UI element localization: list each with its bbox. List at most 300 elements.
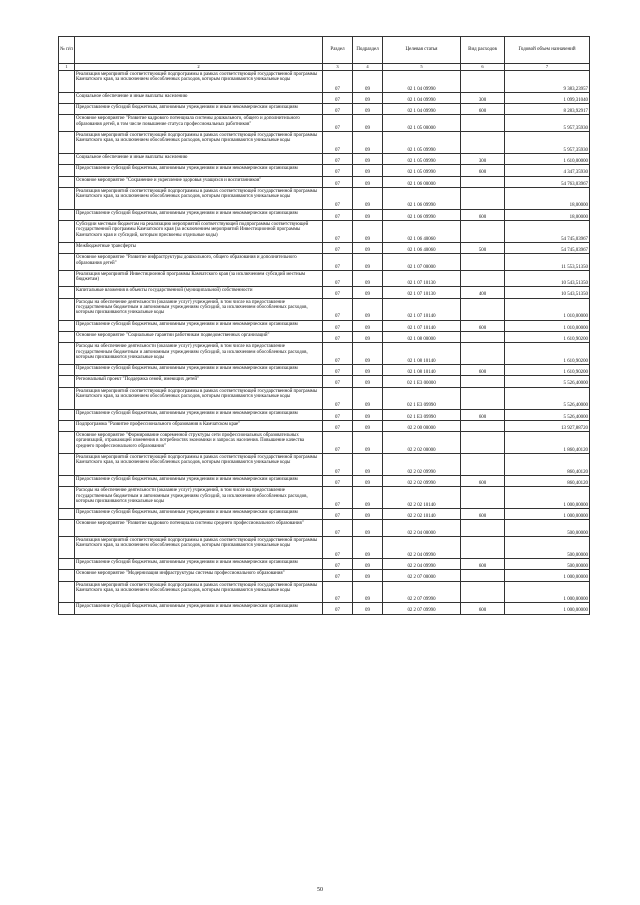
row-subsection-cell: 09 — [353, 115, 383, 132]
row-name-cell: Предоставление субсидий бюджетным, автономным учреждениям и иным некоммерческим организациям — [75, 409, 323, 420]
row-name-cell: Предоставление субсидий бюджетным, автономным учреждениям и иным некоммерческим организациям — [75, 104, 323, 115]
row-subsection-cell: 09 — [353, 509, 383, 520]
row-expense-type-cell — [461, 221, 505, 243]
row-target-cell: 02 2 07 09990 — [383, 603, 461, 614]
table-row — [59, 115, 590, 132]
row-amount-cell: 18,00000 — [505, 209, 590, 220]
row-target-cell: 02 1 05 09990 — [383, 165, 461, 176]
row-subsection-cell: 09 — [353, 287, 383, 298]
row-target-cell: 02 1 E3 09990 — [383, 409, 461, 420]
row-target-cell: 02 1 04 09990 — [383, 92, 461, 103]
row-target-cell: 02 1 06 00000 — [383, 176, 461, 187]
row-amount-cell: 860,40120 — [505, 475, 590, 486]
row-num-cell — [59, 603, 75, 614]
row-num-cell — [59, 475, 75, 486]
row-num-cell — [59, 520, 75, 537]
row-subsection-cell: 09 — [353, 165, 383, 176]
row-subsection-cell: 09 — [353, 254, 383, 271]
row-amount-cell: 1 000,00000 — [505, 509, 590, 520]
row-name-cell: Основное мероприятие "Формирование современной структуры сети профессиональных образовательных организаций, отражающей изменения в потребностях экономики и запросах населения. Повышение качества среднего профессионального образования" — [75, 432, 323, 454]
row-target-cell: 02 1 08 10140 — [383, 343, 461, 365]
row-name-cell: Основное мероприятие "Сохранение и укрепление здоровья учащихся и воспитанников" — [75, 176, 323, 187]
table-row — [59, 209, 590, 220]
row-num-cell — [59, 209, 75, 220]
row-amount-cell: 10 543,51350 — [505, 287, 590, 298]
row-subsection-cell: 09 — [353, 432, 383, 454]
table-row — [59, 71, 590, 93]
row-target-cell: 02 2 02 10140 — [383, 487, 461, 509]
row-subsection-cell: 09 — [353, 132, 383, 154]
row-section-cell: 07 — [323, 520, 353, 537]
row-target-cell: 02 1 07 10140 — [383, 298, 461, 320]
row-target-cell: 02 1 08 10140 — [383, 365, 461, 376]
header-num: № п/п — [59, 37, 75, 64]
row-num-cell — [59, 298, 75, 320]
column-number: 5 — [383, 64, 461, 71]
row-num-cell — [59, 176, 75, 187]
row-target-cell: 02 1 07 10130 — [383, 270, 461, 287]
row-target-cell: 02 1 05 00000 — [383, 115, 461, 132]
row-name-cell: Основное мероприятие "Социальные гарантии работникам подведомственных организаций" — [75, 331, 323, 342]
row-name-cell: Реализация мероприятий соответствующей подпрограммы в рамках соответствующей государственной программы Камчатского края, за исключением обособленных расходов, которым присваиваются уникальные коды — [75, 187, 323, 209]
row-target-cell: 02 2 07 09990 — [383, 581, 461, 603]
row-name-cell: Предоставление субсидий бюджетным, автономным учреждениям и иным некоммерческим организациям — [75, 509, 323, 520]
row-num-cell — [59, 581, 75, 603]
row-expense-type-cell — [461, 581, 505, 603]
row-num-cell — [59, 509, 75, 520]
row-expense-type-cell: 600 — [461, 475, 505, 486]
row-expense-type-cell: 400 — [461, 287, 505, 298]
row-subsection-cell: 09 — [353, 475, 383, 486]
row-num-cell — [59, 331, 75, 342]
row-name-cell: Реализация мероприятий соответствующей подпрограммы в рамках соответствующей государственной программы Камчатского края, за исключением обособленных расходов, которым присваиваются уникальные коды — [75, 71, 323, 93]
row-subsection-cell: 09 — [353, 221, 383, 243]
row-expense-type-cell: 600 — [461, 365, 505, 376]
row-name-cell: Социальное обеспечение и иные выплаты населению — [75, 153, 323, 164]
row-amount-cell: 5 526,40000 — [505, 376, 590, 387]
row-name-cell: Предоставление субсидий бюджетным, автономным учреждениям и иным некоммерческим организациям — [75, 165, 323, 176]
row-target-cell: 02 1 07 00000 — [383, 254, 461, 271]
row-section-cell: 07 — [323, 165, 353, 176]
row-section-cell: 07 — [323, 432, 353, 454]
row-target-cell: 02 1 06 40060 — [383, 221, 461, 243]
row-expense-type-cell: 600 — [461, 320, 505, 331]
row-expense-type-cell — [461, 420, 505, 431]
row-expense-type-cell: 300 — [461, 153, 505, 164]
row-amount-cell: 1 000,00000 — [505, 603, 590, 614]
table-row — [59, 298, 590, 320]
row-expense-type-cell — [461, 520, 505, 537]
row-subsection-cell: 09 — [353, 242, 383, 253]
table-row — [59, 420, 590, 431]
row-num-cell — [59, 221, 75, 243]
row-num-cell — [59, 558, 75, 569]
table-row — [59, 320, 590, 331]
row-section-cell: 07 — [323, 537, 353, 559]
row-section-cell: 07 — [323, 387, 353, 409]
row-amount-cell: 11 553,51350 — [505, 254, 590, 271]
table-row — [59, 153, 590, 164]
row-name-cell: Социальное обеспечение и иные выплаты населению — [75, 92, 323, 103]
row-name-cell: Субсидии местным бюджетам на реализацию мероприятий соответствующей подпрограммы соответствующей государственной программы Камчатского края (за исключением мероприятий Инвестиционной программы Камчатского края и субсидий, которым присвоены отдельные коды) — [75, 221, 323, 243]
table-row — [59, 570, 590, 581]
row-expense-type-cell — [461, 270, 505, 287]
row-amount-cell: 5 957,35930 — [505, 115, 590, 132]
row-num-cell — [59, 187, 75, 209]
row-subsection-cell: 09 — [353, 298, 383, 320]
row-section-cell: 07 — [323, 409, 353, 420]
row-subsection-cell: 09 — [353, 387, 383, 409]
row-num-cell — [59, 71, 75, 93]
row-name-cell: Реализация мероприятий соответствующей подпрограммы в рамках соответствующей государственной программы Камчатского края, за исключением обособленных расходов, которым присваиваются уникальные коды — [75, 537, 323, 559]
row-subsection-cell: 09 — [353, 270, 383, 287]
column-number: 2 — [75, 64, 323, 71]
row-target-cell: 02 2 02 09990 — [383, 454, 461, 476]
header-subsection: Подраздел — [353, 37, 383, 64]
table-row — [59, 454, 590, 476]
row-section-cell: 07 — [323, 209, 353, 220]
row-section-cell: 07 — [323, 320, 353, 331]
row-section-cell: 07 — [323, 454, 353, 476]
row-subsection-cell: 09 — [353, 153, 383, 164]
row-name-cell: Реализация мероприятий соответствующей подпрограммы в рамках соответствующей государственной программы Камчатского края, за исключением обособленных расходов, которым присваиваются уникальные коды — [75, 132, 323, 154]
row-name-cell: Предоставление субсидий бюджетным, автономным учреждениям и иным некоммерческим организациям — [75, 475, 323, 486]
row-subsection-cell: 09 — [353, 454, 383, 476]
row-target-cell: 02 1 07 10130 — [383, 287, 461, 298]
row-target-cell: 02 1 08 00000 — [383, 331, 461, 342]
row-target-cell: 02 2 02 09990 — [383, 475, 461, 486]
row-subsection-cell: 09 — [353, 320, 383, 331]
budget-table — [58, 36, 590, 615]
row-amount-cell: 8 283,92917 — [505, 104, 590, 115]
row-section-cell: 07 — [323, 487, 353, 509]
row-num-cell — [59, 287, 75, 298]
row-subsection-cell: 09 — [353, 420, 383, 431]
row-target-cell: 02 1 05 09990 — [383, 153, 461, 164]
row-target-cell: 02 1 07 10140 — [383, 320, 461, 331]
row-target-cell: 02 1 04 09990 — [383, 104, 461, 115]
row-num-cell — [59, 165, 75, 176]
row-amount-cell: 1 860,40120 — [505, 432, 590, 454]
row-name-cell: Реализация мероприятий соответствующей подпрограммы в рамках соответствующей государственной программы Камчатского края, за исключением обособленных расходов, которым присваиваются уникальные коды — [75, 454, 323, 476]
row-target-cell: 02 2 00 00000 — [383, 420, 461, 431]
table-row — [59, 603, 590, 614]
row-name-cell: Расходы на обеспечение деятельности (оказание услуг) учреждений, в том числе на предоставление государственным бюджетным и автономным учреждениям субсидий, за исключением обособленных расходов, которым присваиваются уникальные коды — [75, 487, 323, 509]
row-name-cell: Предоставление субсидий бюджетным, автономным учреждениям и иным некоммерческим организациям — [75, 209, 323, 220]
row-section-cell: 07 — [323, 254, 353, 271]
row-subsection-cell: 09 — [353, 487, 383, 509]
table-header-row — [59, 37, 590, 64]
row-section-cell: 07 — [323, 558, 353, 569]
row-expense-type-cell — [461, 298, 505, 320]
row-amount-cell: 1 610,90200 — [505, 343, 590, 365]
table-row — [59, 242, 590, 253]
row-num-cell — [59, 132, 75, 154]
row-expense-type-cell: 600 — [461, 558, 505, 569]
row-amount-cell: 5 526,40000 — [505, 387, 590, 409]
row-expense-type-cell — [461, 570, 505, 581]
table-row — [59, 287, 590, 298]
row-amount-cell: 4 347,35930 — [505, 165, 590, 176]
row-section-cell: 07 — [323, 287, 353, 298]
table-row — [59, 475, 590, 486]
row-name-cell: Капитальные вложения в объекты государственной (муниципальной) собственности — [75, 287, 323, 298]
row-section-cell: 07 — [323, 176, 353, 187]
row-section-cell: 07 — [323, 343, 353, 365]
row-amount-cell: 1 010,00000 — [505, 320, 590, 331]
row-amount-cell: 860,40120 — [505, 454, 590, 476]
row-amount-cell: 10 543,51350 — [505, 270, 590, 287]
row-target-cell: 02 2 02 00000 — [383, 432, 461, 454]
row-name-cell: Реализация мероприятий соответствующей подпрограммы в рамках соответствующей государственной программы Камчатского края, за исключением обособленных расходов, которым присваиваются уникальные коды — [75, 581, 323, 603]
row-expense-type-cell — [461, 187, 505, 209]
row-subsection-cell: 09 — [353, 104, 383, 115]
table-row — [59, 365, 590, 376]
table-row — [59, 432, 590, 454]
column-number-row — [59, 64, 590, 71]
row-num-cell — [59, 537, 75, 559]
row-expense-type-cell — [461, 176, 505, 187]
row-amount-cell: 1 000,00000 — [505, 487, 590, 509]
header-name — [75, 37, 323, 64]
row-target-cell: 02 2 04 09990 — [383, 537, 461, 559]
row-num-cell — [59, 270, 75, 287]
column-number: 6 — [461, 64, 505, 71]
row-section-cell: 07 — [323, 570, 353, 581]
table-row — [59, 165, 590, 176]
row-num-cell — [59, 104, 75, 115]
header-section: Раздел — [323, 37, 353, 64]
table-row — [59, 376, 590, 387]
row-name-cell: Предоставление субсидий бюджетным, автономным учреждениям и иным некоммерческим организациям — [75, 558, 323, 569]
table-row — [59, 409, 590, 420]
row-num-cell — [59, 432, 75, 454]
row-name-cell: Основное мероприятие "Развитие инфраструктуры дошкольного, общего образования и дополнительного образования детей" — [75, 254, 323, 271]
row-num-cell — [59, 387, 75, 409]
row-section-cell: 07 — [323, 71, 353, 93]
row-num-cell — [59, 92, 75, 103]
row-name-cell: Предоставление субсидий бюджетным, автономным учреждениям и иным некоммерческим организациям — [75, 603, 323, 614]
table-row — [59, 176, 590, 187]
row-section-cell: 07 — [323, 132, 353, 154]
row-section-cell: 07 — [323, 603, 353, 614]
row-section-cell: 07 — [323, 242, 353, 253]
row-subsection-cell: 09 — [353, 176, 383, 187]
row-name-cell: Расходы на обеспечение деятельности (оказание услуг) учреждений, в том числе на предоставление государственным бюджетным и автономным учреждениям субсидий, за исключением обособленных расходов, которым присваиваются уникальные коды — [75, 343, 323, 365]
row-amount-cell: 500,00000 — [505, 520, 590, 537]
row-section-cell: 07 — [323, 475, 353, 486]
row-name-cell: Предоставление субсидий бюджетным, автономным учреждениям и иным некоммерческим организациям — [75, 365, 323, 376]
row-section-cell: 07 — [323, 509, 353, 520]
row-amount-cell: 1 610,00000 — [505, 153, 590, 164]
row-subsection-cell: 09 — [353, 520, 383, 537]
row-amount-cell: 500,00000 — [505, 537, 590, 559]
header-expense-type: Вид расходов — [461, 37, 505, 64]
row-section-cell: 07 — [323, 331, 353, 342]
row-name-cell: Основное мероприятие "Модернизация инфраструктуры системы профессионального образования" — [75, 570, 323, 581]
row-subsection-cell: 09 — [353, 92, 383, 103]
row-subsection-cell: 09 — [353, 187, 383, 209]
row-num-cell — [59, 454, 75, 476]
budget-table-sheet — [58, 36, 589, 615]
row-target-cell: 02 1 06 09990 — [383, 187, 461, 209]
row-target-cell: 02 2 07 00000 — [383, 570, 461, 581]
row-target-cell: 02 1 E3 09990 — [383, 387, 461, 409]
header-amount: Годовой объем назначений — [505, 37, 590, 64]
row-num-cell — [59, 409, 75, 420]
column-number: 1 — [59, 64, 75, 71]
table-row — [59, 92, 590, 103]
table-row — [59, 254, 590, 271]
row-amount-cell: 1 010,00000 — [505, 298, 590, 320]
row-expense-type-cell — [461, 376, 505, 387]
row-expense-type-cell — [461, 454, 505, 476]
row-name-cell: Реализация мероприятий соответствующей подпрограммы в рамках соответствующей государственной программы Камчатского края, за исключением обособленных расходов, которым присваиваются уникальные коды — [75, 387, 323, 409]
row-subsection-cell: 09 — [353, 409, 383, 420]
row-expense-type-cell — [461, 71, 505, 93]
row-expense-type-cell — [461, 343, 505, 365]
table-row — [59, 331, 590, 342]
row-expense-type-cell: 600 — [461, 509, 505, 520]
row-amount-cell: 54 745,03967 — [505, 221, 590, 243]
row-amount-cell: 5 526,40000 — [505, 409, 590, 420]
row-expense-type-cell: 600 — [461, 209, 505, 220]
table-row — [59, 509, 590, 520]
row-target-cell: 02 2 04 09990 — [383, 558, 461, 569]
row-name-cell: Межбюджетные трансферты — [75, 242, 323, 253]
row-expense-type-cell — [461, 132, 505, 154]
column-number: 4 — [353, 64, 383, 71]
row-section-cell: 07 — [323, 104, 353, 115]
row-section-cell: 07 — [323, 420, 353, 431]
row-name-cell: Реализация мероприятий Инвестиционной программы Камчатского края (за исключением субсидий местным бюджетам) — [75, 270, 323, 287]
row-name-cell: Основное мероприятие "Развитие кадрового потенциала системы дошкольного, общего и дополнительного образования детей, в том числе повышение статуса профессиональных работников" — [75, 115, 323, 132]
table-row — [59, 558, 590, 569]
row-name-cell: Региональный проект "Поддержка семей, имеющих детей" — [75, 376, 323, 387]
row-section-cell: 07 — [323, 298, 353, 320]
row-subsection-cell: 09 — [353, 331, 383, 342]
row-num-cell — [59, 153, 75, 164]
table-row — [59, 132, 590, 154]
row-expense-type-cell: 300 — [461, 92, 505, 103]
row-amount-cell: 5 957,35930 — [505, 132, 590, 154]
row-expense-type-cell: 600 — [461, 104, 505, 115]
row-section-cell: 07 — [323, 270, 353, 287]
row-subsection-cell: 09 — [353, 71, 383, 93]
row-subsection-cell: 09 — [353, 365, 383, 376]
row-target-cell: 02 1 E3 00000 — [383, 376, 461, 387]
row-name-cell: Подпрограмма "Развитие профессионального образования в Камчатском крае" — [75, 420, 323, 431]
row-name-cell: Предоставление субсидий бюджетным, автономным учреждениям и иным некоммерческим организациям — [75, 320, 323, 331]
row-amount-cell: 500,00000 — [505, 558, 590, 569]
row-expense-type-cell — [461, 387, 505, 409]
column-number: 3 — [323, 64, 353, 71]
row-expense-type-cell — [461, 331, 505, 342]
row-num-cell — [59, 242, 75, 253]
row-target-cell: 02 2 04 00000 — [383, 520, 461, 537]
row-num-cell — [59, 420, 75, 431]
row-expense-type-cell — [461, 432, 505, 454]
row-expense-type-cell: 500 — [461, 242, 505, 253]
row-subsection-cell: 09 — [353, 537, 383, 559]
row-section-cell: 07 — [323, 153, 353, 164]
row-num-cell — [59, 343, 75, 365]
row-subsection-cell: 09 — [353, 581, 383, 603]
row-section-cell: 07 — [323, 187, 353, 209]
row-target-cell: 02 2 02 10140 — [383, 509, 461, 520]
row-target-cell: 02 1 06 09990 — [383, 209, 461, 220]
row-subsection-cell: 09 — [353, 603, 383, 614]
row-target-cell: 02 1 04 09990 — [383, 71, 461, 93]
row-num-cell — [59, 487, 75, 509]
row-expense-type-cell — [461, 254, 505, 271]
row-amount-cell: 54 763,03967 — [505, 176, 590, 187]
row-section-cell: 07 — [323, 115, 353, 132]
row-subsection-cell: 09 — [353, 209, 383, 220]
row-amount-cell: 9 383,23957 — [505, 71, 590, 93]
row-section-cell: 07 — [323, 376, 353, 387]
row-amount-cell: 18,00000 — [505, 187, 590, 209]
row-amount-cell: 1 610,90200 — [505, 365, 590, 376]
table-row — [59, 270, 590, 287]
row-amount-cell: 1 099,31040 — [505, 92, 590, 103]
row-amount-cell: 13 927,88720 — [505, 420, 590, 431]
table-row — [59, 104, 590, 115]
table-row — [59, 387, 590, 409]
row-expense-type-cell: 600 — [461, 603, 505, 614]
table-body — [59, 71, 590, 615]
row-section-cell: 07 — [323, 581, 353, 603]
table-row — [59, 520, 590, 537]
table-row — [59, 187, 590, 209]
row-num-cell — [59, 320, 75, 331]
row-num-cell — [59, 376, 75, 387]
row-name-cell: Расходы на обеспечение деятельности (оказание услуг) учреждений, в том числе на предоставление государственным бюджетным и автономным учреждениям субсидий, за исключением обособленных расходов, которым присваиваются уникальные коды — [75, 298, 323, 320]
table-row — [59, 581, 590, 603]
table-row — [59, 221, 590, 243]
row-amount-cell: 1 610,90200 — [505, 331, 590, 342]
row-subsection-cell: 09 — [353, 376, 383, 387]
table-row — [59, 487, 590, 509]
row-expense-type-cell — [461, 115, 505, 132]
row-name-cell: Основное мероприятие "Развитие кадрового потенциала системы среднего профессионального образования" — [75, 520, 323, 537]
row-num-cell — [59, 254, 75, 271]
row-expense-type-cell: 600 — [461, 409, 505, 420]
row-amount-cell: 1 000,00000 — [505, 581, 590, 603]
page-number: 50 — [317, 887, 323, 893]
row-target-cell: 02 1 06 40060 — [383, 242, 461, 253]
table-row — [59, 537, 590, 559]
row-subsection-cell: 09 — [353, 570, 383, 581]
table-row — [59, 343, 590, 365]
row-num-cell — [59, 115, 75, 132]
row-expense-type-cell — [461, 487, 505, 509]
row-amount-cell: 54 745,03967 — [505, 242, 590, 253]
row-section-cell: 07 — [323, 221, 353, 243]
row-target-cell: 02 1 05 09990 — [383, 132, 461, 154]
row-num-cell — [59, 365, 75, 376]
row-expense-type-cell — [461, 537, 505, 559]
column-number: 7 — [505, 64, 590, 71]
row-subsection-cell: 09 — [353, 558, 383, 569]
row-amount-cell: 1 000,00000 — [505, 570, 590, 581]
row-subsection-cell: 09 — [353, 343, 383, 365]
row-expense-type-cell: 600 — [461, 165, 505, 176]
row-section-cell: 07 — [323, 365, 353, 376]
row-section-cell: 07 — [323, 92, 353, 103]
row-num-cell — [59, 570, 75, 581]
header-target: Целевая статья — [383, 37, 461, 64]
